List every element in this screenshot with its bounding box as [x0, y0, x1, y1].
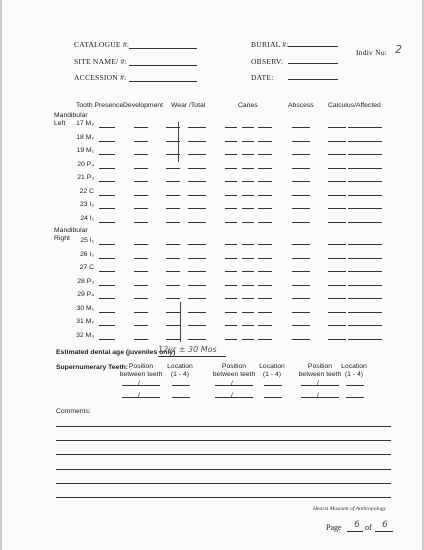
- page-total: 6: [382, 520, 388, 530]
- mandibular-right-heading: Mandibular: [54, 227, 88, 234]
- tooth-field[interactable]: [242, 244, 254, 245]
- tooth-field[interactable]: [348, 285, 382, 286]
- tooth-field[interactable]: [225, 258, 237, 259]
- position-label-sub: between teeth: [212, 371, 256, 378]
- tooth-field[interactable]: [292, 222, 310, 223]
- tooth-field[interactable]: [242, 298, 254, 299]
- mandibular-right-side: Right: [54, 235, 70, 242]
- tooth-field[interactable]: [292, 258, 310, 259]
- tooth-field[interactable]: [348, 168, 382, 169]
- location-field[interactable]: [264, 385, 282, 386]
- page-number: 6: [354, 520, 360, 530]
- location-field[interactable]: [172, 397, 190, 398]
- tooth-field[interactable]: [225, 271, 237, 272]
- col-presence: Tooth Presence: [76, 102, 124, 109]
- tooth-field[interactable]: [134, 244, 148, 245]
- tooth-field[interactable]: [348, 244, 382, 245]
- tooth-field[interactable]: [242, 195, 254, 196]
- position-field[interactable]: [301, 385, 339, 386]
- position-label-sub: between teeth: [298, 371, 342, 378]
- tooth-field[interactable]: [328, 258, 346, 259]
- tooth-label: 22 C: [79, 187, 94, 195]
- tooth-field[interactable]: [166, 222, 180, 223]
- tooth-field[interactable]: [292, 195, 310, 196]
- dental-age-value: 12yr ± 30 Mos: [158, 345, 217, 354]
- comments-label: Comments:: [56, 408, 91, 415]
- position-label: Position: [128, 363, 154, 370]
- tooth-label: 19 M₁: [76, 147, 94, 154]
- tooth-field[interactable]: [258, 141, 272, 142]
- tooth-field[interactable]: [258, 285, 272, 286]
- tooth-field[interactable]: [134, 208, 148, 209]
- tooth-label: 31 M₂: [76, 318, 94, 325]
- tooth-field[interactable]: [225, 208, 237, 209]
- date-label: DATE:: [251, 73, 274, 82]
- observ-field[interactable]: [288, 63, 338, 64]
- tooth-field[interactable]: [225, 222, 237, 223]
- tooth-field[interactable]: [258, 312, 272, 313]
- tooth-field[interactable]: [258, 325, 272, 326]
- tooth-field[interactable]: [328, 181, 346, 182]
- tooth-field[interactable]: [99, 325, 115, 326]
- tooth-field[interactable]: [166, 195, 180, 196]
- tooth-field[interactable]: [99, 298, 115, 299]
- tooth-field[interactable]: [134, 339, 148, 340]
- tooth-label: 20 P₄: [77, 160, 94, 168]
- tooth-field[interactable]: [258, 168, 272, 169]
- tooth-field[interactable]: [258, 208, 272, 209]
- position-field[interactable]: [301, 397, 339, 398]
- dental-age-label: Estimated dental age (juveniles only): [56, 349, 176, 356]
- tooth-field[interactable]: [242, 208, 254, 209]
- tooth-field[interactable]: [188, 195, 206, 196]
- tooth-field[interactable]: [292, 244, 310, 245]
- tooth-field[interactable]: [292, 271, 310, 272]
- tooth-field[interactable]: [99, 285, 115, 286]
- tooth-field[interactable]: [328, 168, 346, 169]
- tooth-field[interactable]: [99, 271, 115, 272]
- burial-field[interactable]: [288, 46, 338, 47]
- museum-name: Hearst Museum of Anthropology: [313, 506, 387, 512]
- dental-age-field[interactable]: [158, 356, 226, 357]
- tooth-field[interactable]: [166, 181, 180, 182]
- tooth-field[interactable]: [328, 141, 346, 142]
- position-field[interactable]: [215, 385, 253, 386]
- tooth-field[interactable]: [99, 258, 115, 259]
- tooth-field[interactable]: [225, 141, 237, 142]
- accession-label: ACCESSION #:: [74, 73, 127, 82]
- tooth-field[interactable]: [348, 325, 382, 326]
- tooth-label: 17 M₃: [76, 120, 94, 127]
- tooth-field[interactable]: [292, 208, 310, 209]
- indiv-value: 2: [395, 43, 402, 56]
- col-calculus: Calculus/Affected: [328, 102, 381, 109]
- page-number-field[interactable]: [347, 531, 363, 532]
- tooth-field[interactable]: [225, 312, 237, 313]
- tooth-field[interactable]: [188, 325, 206, 326]
- location-label-sub: (1 - 4): [262, 371, 282, 378]
- tooth-field[interactable]: [166, 285, 180, 286]
- location-field[interactable]: [346, 397, 364, 398]
- comment-line[interactable]: [56, 483, 391, 484]
- tooth-field[interactable]: [166, 325, 180, 326]
- tooth-field[interactable]: [328, 244, 346, 245]
- tooth-field[interactable]: [225, 181, 237, 182]
- tooth-field[interactable]: [258, 127, 272, 128]
- tooth-field[interactable]: [188, 271, 206, 272]
- page-total-field[interactable]: [375, 531, 393, 532]
- tooth-field[interactable]: [134, 271, 148, 272]
- tooth-field[interactable]: [292, 312, 310, 313]
- tooth-field[interactable]: [348, 127, 382, 128]
- tooth-label: 28 P₃: [77, 277, 94, 285]
- tooth-field[interactable]: [292, 127, 310, 128]
- tooth-field[interactable]: [134, 325, 148, 326]
- comment-line[interactable]: [56, 454, 391, 455]
- tooth-field[interactable]: [188, 339, 206, 340]
- catalogue-field[interactable]: [129, 48, 197, 49]
- tooth-field[interactable]: [242, 325, 254, 326]
- tooth-field[interactable]: [166, 271, 180, 272]
- site-field[interactable]: [129, 65, 197, 66]
- tooth-field[interactable]: [242, 222, 254, 223]
- mandibular-left-side: Left: [54, 120, 66, 127]
- location-label: Location: [259, 363, 285, 370]
- col-wear: Wear /Total: [171, 102, 206, 109]
- tooth-field[interactable]: [348, 181, 382, 182]
- mandibular-left-heading: Mandibular: [54, 112, 88, 119]
- position-field[interactable]: [215, 397, 253, 398]
- tooth-field[interactable]: [225, 127, 237, 128]
- position-label-sub: between teeth: [119, 371, 163, 378]
- tooth-label: 23 I₂: [80, 201, 94, 208]
- wear-mark-right: [180, 302, 181, 342]
- tooth-field[interactable]: [225, 285, 237, 286]
- tooth-field[interactable]: [348, 271, 382, 272]
- tooth-field[interactable]: [99, 222, 115, 223]
- tooth-field[interactable]: [188, 208, 206, 209]
- tooth-field[interactable]: [134, 195, 148, 196]
- tooth-field[interactable]: [99, 154, 115, 155]
- tooth-field[interactable]: [292, 298, 310, 299]
- tooth-field[interactable]: [292, 141, 310, 142]
- tooth-field[interactable]: [99, 244, 115, 245]
- date-field[interactable]: [288, 79, 338, 80]
- observ-label: OBSERV:: [251, 57, 284, 66]
- tooth-field[interactable]: [258, 195, 272, 196]
- tooth-field[interactable]: [225, 168, 237, 169]
- accession-field[interactable]: [129, 81, 197, 82]
- tooth-field[interactable]: [134, 181, 148, 182]
- tooth-field[interactable]: [134, 285, 148, 286]
- tooth-field[interactable]: [258, 271, 272, 272]
- tooth-field[interactable]: [242, 339, 254, 340]
- tooth-field[interactable]: [242, 127, 254, 128]
- tooth-field[interactable]: [188, 181, 206, 182]
- tooth-field[interactable]: [258, 244, 272, 245]
- of-label: of: [365, 523, 372, 532]
- tooth-field[interactable]: [348, 195, 382, 196]
- tooth-field[interactable]: [166, 298, 180, 299]
- tooth-field[interactable]: [242, 154, 254, 155]
- tooth-field[interactable]: [242, 312, 254, 313]
- tooth-field[interactable]: [188, 127, 206, 128]
- tooth-field[interactable]: [258, 339, 272, 340]
- burial-label: BURIAL #:: [251, 40, 289, 49]
- slash-separator: /: [231, 380, 233, 387]
- position-label: Position: [221, 363, 247, 370]
- tooth-field[interactable]: [134, 222, 148, 223]
- tooth-field[interactable]: [258, 258, 272, 259]
- tooth-field[interactable]: [188, 168, 206, 169]
- tooth-field[interactable]: [99, 181, 115, 182]
- tooth-field[interactable]: [258, 298, 272, 299]
- tooth-field[interactable]: [328, 127, 346, 128]
- location-label: Location: [167, 363, 193, 370]
- tooth-field[interactable]: [328, 222, 346, 223]
- supernumerary-label: Supernumerary Teeth:: [56, 364, 129, 371]
- tooth-field[interactable]: [99, 208, 115, 209]
- tooth-field[interactable]: [292, 181, 310, 182]
- tooth-field[interactable]: [258, 222, 272, 223]
- tooth-field[interactable]: [328, 325, 346, 326]
- tooth-field[interactable]: [328, 339, 346, 340]
- tooth-field[interactable]: [292, 339, 310, 340]
- tooth-field[interactable]: [348, 339, 382, 340]
- tooth-field[interactable]: [292, 325, 310, 326]
- slash-separator: /: [138, 392, 140, 399]
- tooth-field[interactable]: [188, 154, 206, 155]
- tooth-field[interactable]: [348, 312, 382, 313]
- tooth-field[interactable]: [225, 154, 237, 155]
- tooth-field[interactable]: [242, 271, 254, 272]
- tooth-field[interactable]: [99, 127, 115, 128]
- col-development: Development: [123, 102, 164, 109]
- tooth-field[interactable]: [258, 181, 272, 182]
- tooth-field[interactable]: [225, 339, 237, 340]
- slash-separator: /: [317, 392, 319, 399]
- location-field[interactable]: [264, 397, 282, 398]
- tooth-field[interactable]: [328, 298, 346, 299]
- tooth-field[interactable]: [225, 325, 237, 326]
- position-field[interactable]: [122, 397, 160, 398]
- tooth-label: 27 C: [79, 264, 94, 271]
- tooth-field[interactable]: [258, 154, 272, 155]
- tooth-field[interactable]: [242, 141, 254, 142]
- tooth-field[interactable]: [348, 258, 382, 259]
- tooth-field[interactable]: [134, 168, 148, 169]
- slash-separator: /: [231, 392, 233, 399]
- tooth-field[interactable]: [292, 168, 310, 169]
- tooth-field[interactable]: [188, 258, 206, 259]
- position-field[interactable]: [122, 385, 160, 386]
- tooth-field[interactable]: [166, 339, 180, 340]
- comment-line[interactable]: [56, 469, 391, 470]
- tooth-field[interactable]: [134, 258, 148, 259]
- tooth-field[interactable]: [134, 298, 148, 299]
- site-label: SITE NAME/ #:: [74, 57, 127, 66]
- slash-separator: /: [317, 380, 319, 387]
- tooth-field[interactable]: [134, 127, 148, 128]
- tooth-label: 32 M₃: [76, 331, 94, 339]
- tooth-field[interactable]: [134, 312, 148, 313]
- comment-line[interactable]: [56, 426, 391, 427]
- page-label: Page: [326, 523, 342, 532]
- tooth-field[interactable]: [99, 195, 115, 196]
- location-label-sub: (1 - 4): [170, 371, 190, 378]
- tooth-field[interactable]: [188, 312, 206, 313]
- tooth-field[interactable]: [134, 141, 148, 142]
- location-label-sub: (1 - 4): [344, 371, 364, 378]
- tooth-field[interactable]: [99, 168, 115, 169]
- tooth-field[interactable]: [188, 222, 206, 223]
- tooth-label: 18 M₂: [76, 133, 94, 141]
- position-label: Position: [307, 363, 333, 370]
- indiv-label: Indiv No:: [356, 48, 388, 57]
- location-field[interactable]: [346, 385, 364, 386]
- tooth-label: 30 M₁: [76, 304, 94, 312]
- tooth-field[interactable]: [166, 258, 180, 259]
- tooth-field[interactable]: [328, 312, 346, 313]
- col-abscess: Abscess: [288, 102, 314, 109]
- tooth-field[interactable]: [188, 244, 206, 245]
- tooth-field[interactable]: [166, 208, 180, 209]
- tooth-field[interactable]: [188, 298, 206, 299]
- tooth-field[interactable]: [166, 244, 180, 245]
- tooth-field[interactable]: [166, 168, 180, 169]
- tooth-field[interactable]: [99, 312, 115, 313]
- slash-separator: /: [138, 380, 140, 387]
- location-label: Location: [341, 363, 367, 370]
- tooth-field[interactable]: [242, 168, 254, 169]
- tooth-field[interactable]: [99, 141, 115, 142]
- tooth-field[interactable]: [348, 298, 382, 299]
- tooth-field[interactable]: [225, 244, 237, 245]
- comment-line[interactable]: [56, 440, 391, 441]
- tooth-field[interactable]: [328, 195, 346, 196]
- tooth-label: 29 P₄: [77, 291, 94, 298]
- catalogue-label: CATALOGUE #:: [74, 40, 130, 49]
- tooth-field[interactable]: [225, 298, 237, 299]
- tooth-field[interactable]: [292, 154, 310, 155]
- tooth-field[interactable]: [166, 312, 180, 313]
- tooth-field[interactable]: [328, 271, 346, 272]
- tooth-field[interactable]: [328, 154, 346, 155]
- tooth-field[interactable]: [242, 181, 254, 182]
- tooth-field[interactable]: [348, 208, 382, 209]
- tooth-label: 24 I₁: [80, 214, 94, 222]
- col-caries: Caries: [238, 102, 258, 109]
- tooth-field[interactable]: [348, 222, 382, 223]
- tooth-field[interactable]: [225, 195, 237, 196]
- location-field[interactable]: [172, 385, 190, 386]
- tooth-label: 26 I₂: [80, 250, 94, 258]
- tooth-field[interactable]: [99, 339, 115, 340]
- tooth-field[interactable]: [242, 285, 254, 286]
- tooth-field[interactable]: [328, 285, 346, 286]
- comment-line[interactable]: [56, 497, 391, 498]
- form-page: [2, 0, 422, 550]
- tooth-field[interactable]: [348, 141, 382, 142]
- tooth-field[interactable]: [348, 154, 382, 155]
- tooth-field[interactable]: [242, 258, 254, 259]
- tooth-field[interactable]: [292, 285, 310, 286]
- tooth-field[interactable]: [328, 208, 346, 209]
- tooth-field[interactable]: [188, 141, 206, 142]
- tooth-label: 25 I₁: [80, 237, 94, 244]
- tooth-label: 21 P₃: [77, 174, 94, 181]
- tooth-field[interactable]: [134, 154, 148, 155]
- wear-mark-left: [178, 122, 179, 162]
- tooth-field[interactable]: [188, 285, 206, 286]
